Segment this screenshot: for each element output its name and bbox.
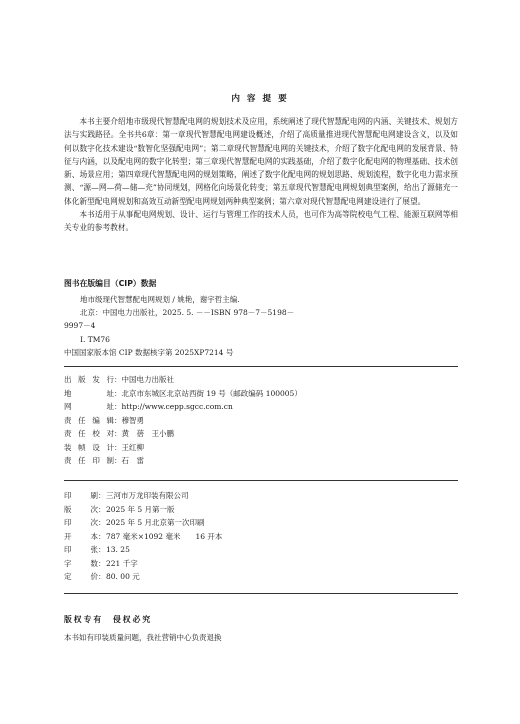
impression-row: 印次 ： 2025 年 5 月北京第一次印刷 [64, 516, 458, 530]
cip-line-title-author: 地市级现代智慧配电网规划 / 姚艳，谢宇哲主编. [80, 295, 240, 304]
proofreader-row: 责任校对 ： 黄 蓓 王小鹏 [64, 427, 458, 441]
publisher-row: 出版发行 ： 中国电力出版社 [64, 373, 458, 387]
designer-label: 装帧设计 [64, 442, 114, 452]
website-label: 网址 [64, 402, 114, 411]
edition-value: 2025 年 5 月第一版 [106, 504, 175, 514]
rights-title: 版权专有 侵权必究 [64, 615, 153, 624]
word-count-row: 字数 ： 221 千字 [64, 557, 458, 571]
price-value: 80. 00 元 [106, 572, 140, 581]
sheets-value: 13. 25 [106, 545, 130, 554]
designer-value: 王红柳 [121, 442, 144, 452]
cip-title: 图书在版编目（CIP）数据 [64, 279, 157, 288]
impression-value: 2025 年 5 月北京第一次印刷 [106, 518, 205, 527]
summary-paragraph-1: 本书主要介绍地市级现代智慧配电网的规划技术及应用，系统阐述了现代智慧配电网的内涵、关键技术、规划方法与实践路径。全书共6章：第一章现代智慧配电网建设概述，介绍了高质量推进现代智慧配电网建设含义，以及如何以数字化技术建设“数智化坚强配电网”；第二章现代智慧配电网的关键技术，介绍了数字化配电网的发展背景、特征与内涵，以及配电网的数字化转型；第三章现代智慧配电网的实践基础，介绍了数字化配电网的物理基础、技术创新、场景应用；第四章现代智慧配电网的规划策略，阐述了数字化配电网的规划思路、规划流程，数字化电力需求预测、“源—网—荷—储—充”协同规划，网格化向场景化转变；第五章现代智慧配电网规划典型案例，给出了源储充一体化新型配电网规划和高效互动新型配电网规划两种典型案例；第六章对现代智慧配电网建设进行了展望。 [64, 117, 458, 206]
publisher-label: 出版发行 [64, 375, 114, 384]
divider [64, 366, 458, 367]
publisher-value: 中国电力出版社 [121, 375, 174, 384]
cip-line-approval-number: 中国国家版本馆 CIP 数据核字第 2025XP7214 号 [64, 347, 234, 357]
website-row: 网址 ： http://www.cepp.sgcc.com.cn [64, 400, 458, 414]
edition-row: 版次 ： 2025 年 5 月第一版 [64, 503, 458, 517]
proofreader-label: 责任校对 [64, 429, 114, 438]
content-summary-heading: 内 容 提 要 [231, 94, 289, 104]
printer-row: 印刷 ： 三河市万龙印装有限公司 [64, 489, 458, 503]
impression-label: 印次 [64, 518, 98, 527]
designer-row: 装帧设计 ： 王红柳 [64, 441, 458, 455]
content-summary [64, 115, 458, 235]
cip-line-isbn-continued: 9997－4 [64, 321, 96, 331]
print-supervisor-value: 石 雷 [121, 456, 144, 465]
cip-line-classification: Ⅰ. TM76 [80, 334, 110, 344]
divider [64, 593, 458, 594]
editor-label: 责任编辑 [64, 415, 114, 425]
publisher-info [64, 373, 458, 468]
address-row: 地址 ： 北京市东城区北京站西街 19 号（邮政编码 100005） [64, 387, 458, 401]
printing-info [64, 489, 458, 584]
word-count-value: 221 千字 [106, 558, 138, 568]
divider [64, 480, 458, 481]
format-label: 开本 [64, 531, 98, 541]
editor-row: 责任编辑 ： 穆智勇 [64, 414, 458, 428]
print-supervisor-label: 责任印制 [64, 456, 114, 465]
rights-note: 本书如有印装质量问题，我社营销中心负责退换 [64, 633, 222, 642]
website-value: http://www.cepp.sgcc.com.cn [121, 402, 233, 411]
edition-label: 版次 [64, 504, 98, 514]
proofreader-value: 黄 蓓 王小鹏 [121, 429, 174, 438]
print-supervisor-row: 责任印制 ： 石 雷 [64, 454, 458, 468]
sheets-row: 印张 ： 13. 25 [64, 543, 458, 557]
price-label: 定价 [64, 572, 98, 581]
word-count-label: 字数 [64, 558, 98, 568]
cip-data [64, 293, 458, 359]
price-row: 定价 ： 80. 00 元 [64, 570, 458, 584]
editor-value: 穆智勇 [121, 415, 144, 425]
printer-value: 三河市万龙印装有限公司 [106, 491, 189, 500]
format-value: 787 毫米×1092 毫米 16 开本 [106, 531, 223, 541]
address-label: 地址 [64, 388, 114, 398]
cip-line-publication: 北京：中国电力出版社，2025. 5. －－ISBN 978－7－5198－ [80, 308, 295, 318]
sheets-label: 印张 [64, 545, 98, 554]
summary-paragraph-2: 本书适用于从事配电网规划、设计、运行与管理工作的技术人员，也可作为高等院校电气工程、能源互联网等相关专业的参考教材。 [64, 210, 458, 233]
address-value: 北京市东城区北京站西街 19 号（邮政编码 100005） [121, 388, 302, 398]
format-row: 开本 ： 787 毫米×1092 毫米 16 开本 [64, 530, 458, 544]
printer-label: 印刷 [64, 491, 98, 500]
